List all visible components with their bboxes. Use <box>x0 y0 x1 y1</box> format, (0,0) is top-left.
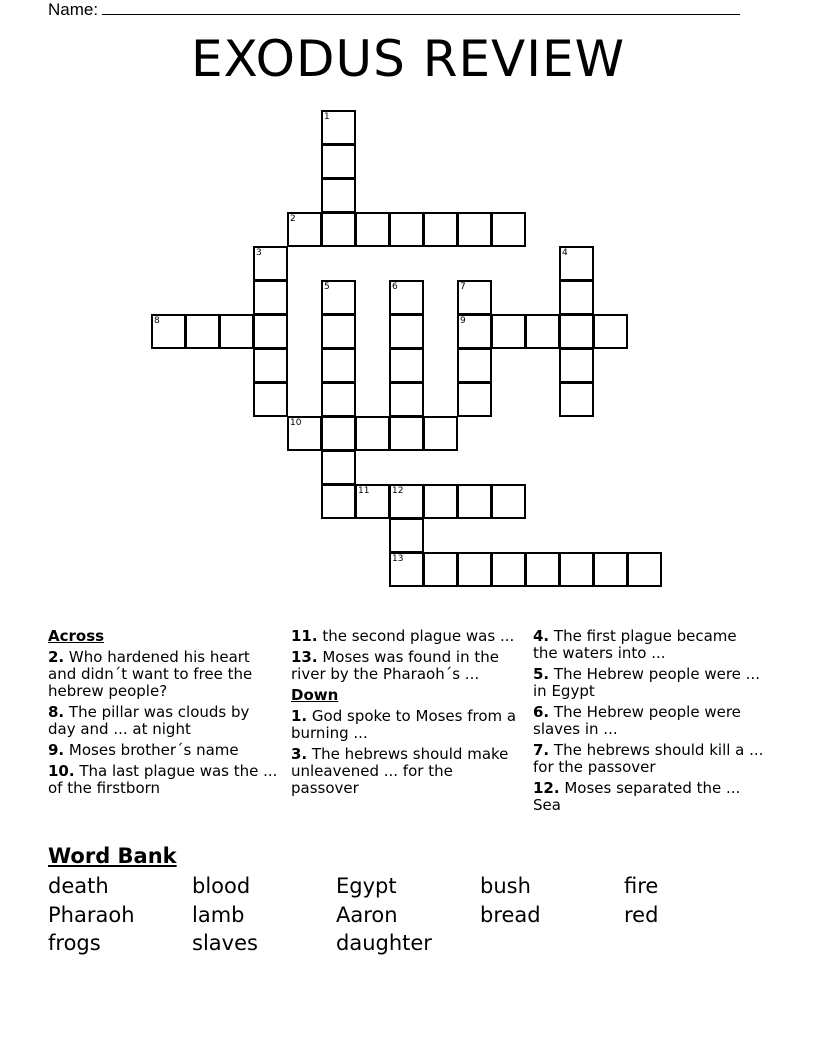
crossword-cell[interactable] <box>321 348 356 383</box>
crossword-cell[interactable] <box>389 484 424 519</box>
crossword-cell[interactable] <box>457 314 492 349</box>
crossword-cell[interactable] <box>491 484 526 519</box>
word-bank-item: slaves <box>192 931 258 955</box>
clue-down-6: 6. The Hebrew people were slaves in ... <box>533 703 741 738</box>
name-blank-line <box>102 0 740 15</box>
crossword-cell[interactable] <box>525 314 560 349</box>
crossword-cell[interactable] <box>321 178 356 213</box>
clue-down-1: 1. God spoke to Moses from a burning ... <box>291 707 517 742</box>
crossword-cell[interactable] <box>525 552 560 587</box>
crossword-cell[interactable] <box>321 110 356 145</box>
crossword-cell[interactable] <box>457 212 492 247</box>
crossword-cell[interactable] <box>253 314 288 349</box>
crossword-cell[interactable] <box>321 382 356 417</box>
crossword-cell[interactable] <box>593 552 628 587</box>
crossword-cell[interactable] <box>559 348 594 383</box>
crossword-cell[interactable] <box>355 212 390 247</box>
name-label: Name: <box>48 0 99 19</box>
crossword-cell[interactable] <box>559 314 594 349</box>
word-bank-item: fire <box>624 874 659 898</box>
clue-down-7: 7. The hebrews should kill a ... for the passover <box>533 741 764 776</box>
crossword-cell[interactable] <box>423 552 458 587</box>
clue-down-3: 3. The hebrews should make unleavened ... for the passover <box>291 745 509 797</box>
crossword-cell[interactable] <box>253 246 288 281</box>
crossword-cell[interactable] <box>185 314 220 349</box>
across-heading: Across <box>48 627 105 645</box>
crossword-cell[interactable] <box>389 212 424 247</box>
crossword-cell[interactable] <box>219 314 254 349</box>
cell-number: 9 <box>460 316 466 326</box>
crossword-cell[interactable] <box>253 382 288 417</box>
clue-across-8: 8. The pillar was clouds by day and ... at night <box>48 703 250 738</box>
crossword-cell[interactable] <box>287 416 322 451</box>
crossword-cell[interactable] <box>593 314 628 349</box>
clue-across-13: 13. Moses was found in the river by the Pharaoh´s ... <box>291 648 499 683</box>
crossword-cell[interactable] <box>423 212 458 247</box>
crossword-cell[interactable] <box>491 212 526 247</box>
cell-number: 7 <box>460 282 466 292</box>
word-bank-item: bush <box>480 874 531 898</box>
crossword-cell[interactable] <box>559 552 594 587</box>
cell-number: 11 <box>358 486 370 496</box>
crossword-cell[interactable] <box>491 552 526 587</box>
down-heading: Down <box>291 686 339 704</box>
word-bank-item: daughter <box>336 931 432 955</box>
cell-number: 2 <box>290 214 296 224</box>
crossword-cell[interactable] <box>253 280 288 315</box>
word-bank-item: blood <box>192 874 251 898</box>
crossword-cell[interactable] <box>627 552 662 587</box>
clue-across-2: 2. Who hardened his heart and didn´t want to free the hebrew people? <box>48 648 253 700</box>
cell-number: 12 <box>392 486 404 496</box>
crossword-cell[interactable] <box>389 552 424 587</box>
crossword-cell[interactable] <box>457 348 492 383</box>
name-field[interactable] <box>48 0 740 20</box>
crossword-cell[interactable] <box>321 280 356 315</box>
clue-across-9: 9. Moses brother´s name <box>48 741 239 759</box>
cell-number: 3 <box>256 248 262 258</box>
cell-number: 4 <box>562 248 568 258</box>
word-bank-item: bread <box>480 903 541 927</box>
crossword-cell[interactable] <box>321 450 356 485</box>
cell-number: 10 <box>290 418 302 428</box>
crossword-cell[interactable] <box>321 314 356 349</box>
cell-number: 5 <box>324 282 330 292</box>
crossword-cell[interactable] <box>559 382 594 417</box>
crossword-cell[interactable] <box>389 314 424 349</box>
word-bank-title: Word Bank <box>48 844 177 868</box>
crossword-cell[interactable] <box>151 314 186 349</box>
clue-across-11: 11. the second plague was ... <box>291 627 515 645</box>
crossword-cell[interactable] <box>559 280 594 315</box>
word-bank-item: lamb <box>192 903 245 927</box>
crossword-cell[interactable] <box>321 212 356 247</box>
crossword-cell[interactable] <box>287 212 322 247</box>
word-bank-item: Egypt <box>336 874 397 898</box>
crossword-cell[interactable] <box>423 484 458 519</box>
crossword-cell[interactable] <box>457 552 492 587</box>
crossword-cell[interactable] <box>389 348 424 383</box>
crossword-cell[interactable] <box>321 144 356 179</box>
word-bank-item: Aaron <box>336 903 398 927</box>
crossword-cell[interactable] <box>491 314 526 349</box>
crossword-cell[interactable] <box>559 246 594 281</box>
crossword-cell[interactable] <box>389 416 424 451</box>
clue-down-5: 5. The Hebrew people were ... in Egypt <box>533 665 760 700</box>
word-bank-item: frogs <box>48 931 101 955</box>
crossword-cell[interactable] <box>389 280 424 315</box>
word-bank-item: death <box>48 874 109 898</box>
crossword-cell[interactable] <box>253 348 288 383</box>
word-bank-item: red <box>624 903 659 927</box>
word-bank-item: Pharaoh <box>48 903 135 927</box>
cell-number: 8 <box>154 316 160 326</box>
crossword-cell[interactable] <box>355 416 390 451</box>
clue-column-3 <box>533 628 765 818</box>
cell-number: 1 <box>324 112 330 122</box>
page-title: EXODUS REVIEW <box>190 30 626 88</box>
cell-number: 13 <box>392 554 404 564</box>
clue-column-1 <box>48 628 280 801</box>
crossword-cell[interactable] <box>389 518 424 553</box>
clue-down-4: 4. The first plague became the waters into ... <box>533 627 737 662</box>
crossword-cell[interactable] <box>457 382 492 417</box>
clue-column-2 <box>291 628 523 801</box>
crossword-cell[interactable] <box>355 484 390 519</box>
crossword-cell[interactable] <box>389 382 424 417</box>
cell-number: 6 <box>392 282 398 292</box>
crossword-cell[interactable] <box>457 484 492 519</box>
crossword-cell[interactable] <box>457 280 492 315</box>
crossword-cell[interactable] <box>321 484 356 519</box>
clue-down-12: 12. Moses separated the ... Sea <box>533 779 741 814</box>
crossword-cell[interactable] <box>423 416 458 451</box>
crossword-cell[interactable] <box>321 416 356 451</box>
clue-across-10: 10. Tha last plague was the ... of the firstborn <box>48 762 278 797</box>
